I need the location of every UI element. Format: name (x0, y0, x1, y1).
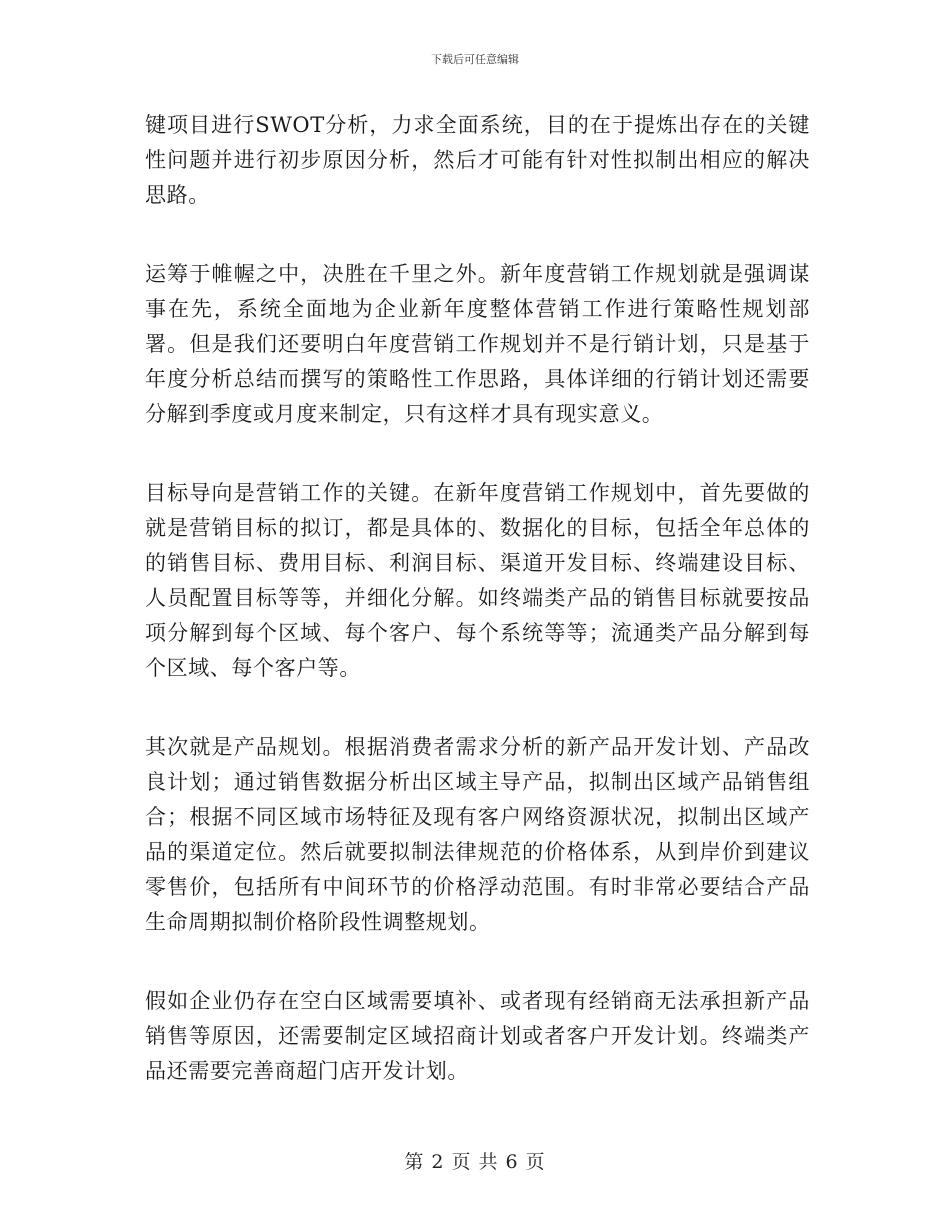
paragraph-spacer (145, 940, 810, 984)
page-number: 第 2 页 共 6 页 (404, 1151, 546, 1173)
paragraph-spacer (145, 432, 810, 476)
paragraph-recruitment: 假如企业仍存在空白区域需要填补、或者现有经销商无法承担新产品销售等原因，还需要制定区域招商计划或者客户开发计划。终端类产品还需要完善商超门店开发计划。 (145, 989, 810, 1083)
paragraph-planning: 运筹于帷幄之中，决胜在千里之外。新年度营销工作规划就是强调谋事在先，系统全面地为企业新年度整体营销工作进行策略性规划部署。但是我们还要明白年度营销工作规划并不是行销计划，只是基于年度分析总结而撰写的策略性工作思路，具体详细的行销计划还需要分解到季度或月度来制定，只有这样才具有现实意义。 (145, 262, 810, 426)
paragraph-spacer (145, 213, 810, 257)
paragraph-products: 其次就是产品规划。根据消费者需求分析的新产品开发计划、产品改良计划；通过销售数据分析出区域主导产品，拟制出区域产品销售组合；根据不同区域市场特征及现有客户网络资源状况，拟制出区域产品的渠道定位。然后就要拟制法律规范的价格体系，从到岸价到建议零售价，包括所有中间环节的价格浮动范围。有时非常必要结合产品生命周期拟制价格阶段性调整规划。 (145, 735, 810, 934)
paragraph-spacer (145, 686, 810, 730)
document-body (145, 108, 810, 1089)
page-header: 下载后可任意编辑 (431, 53, 519, 66)
paragraph-targets: 目标导向是营销工作的关键。在新年度营销工作规划中，首先要做的就是营销目标的拟订，都是具体的、数据化的目标，包括全年总体的的销售目标、费用目标、利润目标、渠道开发目标、终端建设目标、人员配置目标等等，并细化分解。如终端类产品的销售目标就要按品项分解到每个区域、每个客户、每个系统等等；流通类产品分解到每个区域、每个客户等。 (145, 481, 810, 680)
paragraph-swot: 键项目进行SWOT分析，力求全面系统，目的在于提炼出存在的关键性问题并进行初步原因分析，然后才可能有针对性拟制出相应的解决思路。 (145, 113, 810, 207)
